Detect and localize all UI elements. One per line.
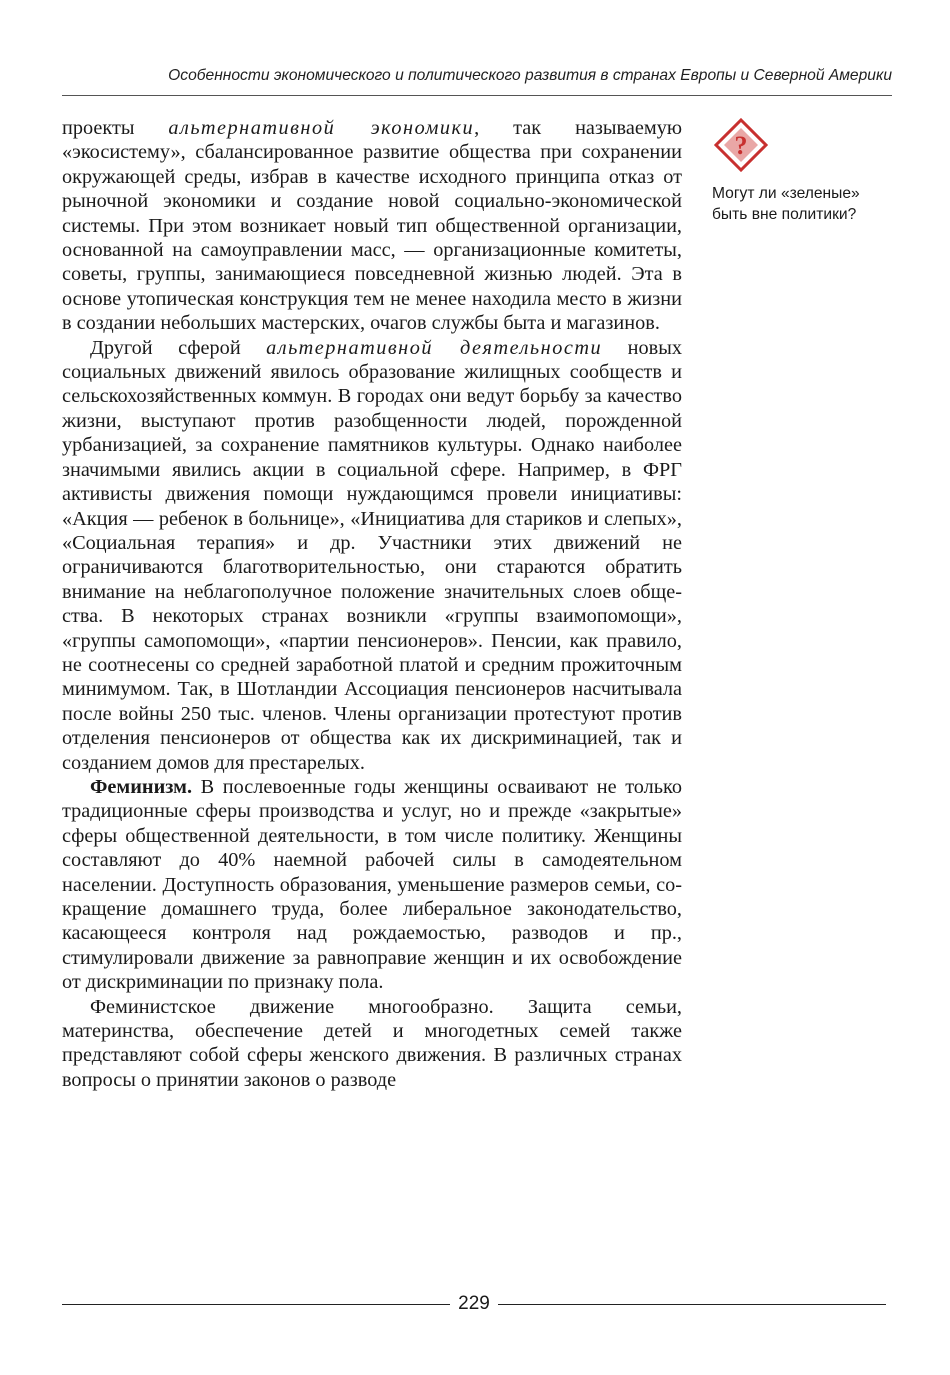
paragraph-alternative-activity: [62, 336, 682, 775]
main-text: [62, 116, 682, 1092]
paragraph-text: новых социальных движений явилось образование жилищных сообществ и сельскохозяйственных коммун. В городах они ведут борьбу за качество жизни, выступают против разобщенности людей, порожденной урбанизацией, за сохранение памятников культуры. Однако наиболее значимыми явились акции в социальной сфере. Например, в ФРГ активисты движения помощи нуждающимся провели инициативы: «Акция — ребенок в больнице», «Инициатива для стариков и слепых», «Социальная терапия» и др. Участники этих движений не ограничиваются благотворительностью, они стараются обратить внимание на неблагополучное положение значительных слоев общества. В некоторых странах возникли «группы взаимопомощи», «группы самопомощи», «партии пенсионеров». Пенсии, как правило, не соотнесены со средней заработной платой и средним прожиточным минимумом. Так, в Шотландии Ассоциация пенсионеров насчитывала после войны 250 тыс. членов. Члены организации протестуют против отделения пенсионеров от общества как их дискриминацией, так и созданием домов для престарелых.: [62, 336, 682, 774]
paragraph-alternative-economy: [62, 116, 682, 336]
paragraph-text: , так называемую «экосистему», сбалансированное развитие общества при сохранении окружающей среды, избрав в качестве исходного принципа отказ от рыночной экономики и создание новой социально-экономической системы. При этом возникает новый тип общественной организации, основанной на самоуправлении масс, — организационные комитеты, советы, группы, занимающиеся повседневной жизнью людей. Эта в основе утопическая конструкция тем не менее находила место в жизни в создании небольших мастерских, очагов службы быта и магазинов.: [62, 117, 682, 335]
page-number: 229: [458, 1293, 490, 1314]
page-footer: [62, 1292, 886, 1316]
margin-question: [712, 118, 892, 225]
header-rule: [62, 95, 892, 96]
paragraph-text: проекты: [62, 117, 169, 139]
emphasis-term: альтернативной экономики: [168, 117, 475, 139]
emphasis-term: альтернативной деятельности: [266, 336, 603, 359]
question-diamond-icon: [714, 118, 768, 172]
paragraph-text: Другой сферой: [90, 336, 267, 359]
paragraph-feminist-movement: Феминистское движение многообразно. Защита семьи, материнства, обеспечение детей и многодетных семей также представляют собой сферы женского движения. В различных странах вопросы о принятии законов о разводе: [62, 995, 682, 1091]
running-head: Особенности экономического и политического развития в странах Европы и Северной Америки: [168, 67, 892, 84]
paragraph-text: В послевоенные годы женщины осваивают не только традиционные сферы производства и услуг, но и прежде «закрытые» сферы общественной деятельности, в том числе политику. Женщины составляют до 40% наемной рабочей силы в самодеятельном населении. Доступность образования, уменьшение размеров семьи, сокращение домашнего труда, более либеральное законодательство, касающееся контроля над рождаемостью, разводов и пр., стимулировали движение за равноправие женщин и их освобождение от дискриминации по признаку пола.: [62, 775, 682, 994]
section-term-feminism: Феминизм.: [90, 775, 193, 798]
margin-question-text: Могут ли «зеленые» быть вне политики?: [712, 185, 860, 223]
footer-rule-right: [498, 1304, 886, 1305]
paragraph-feminism: [62, 775, 682, 995]
svg-text:?: ?: [734, 131, 748, 160]
footer-rule-left: [62, 1304, 450, 1305]
